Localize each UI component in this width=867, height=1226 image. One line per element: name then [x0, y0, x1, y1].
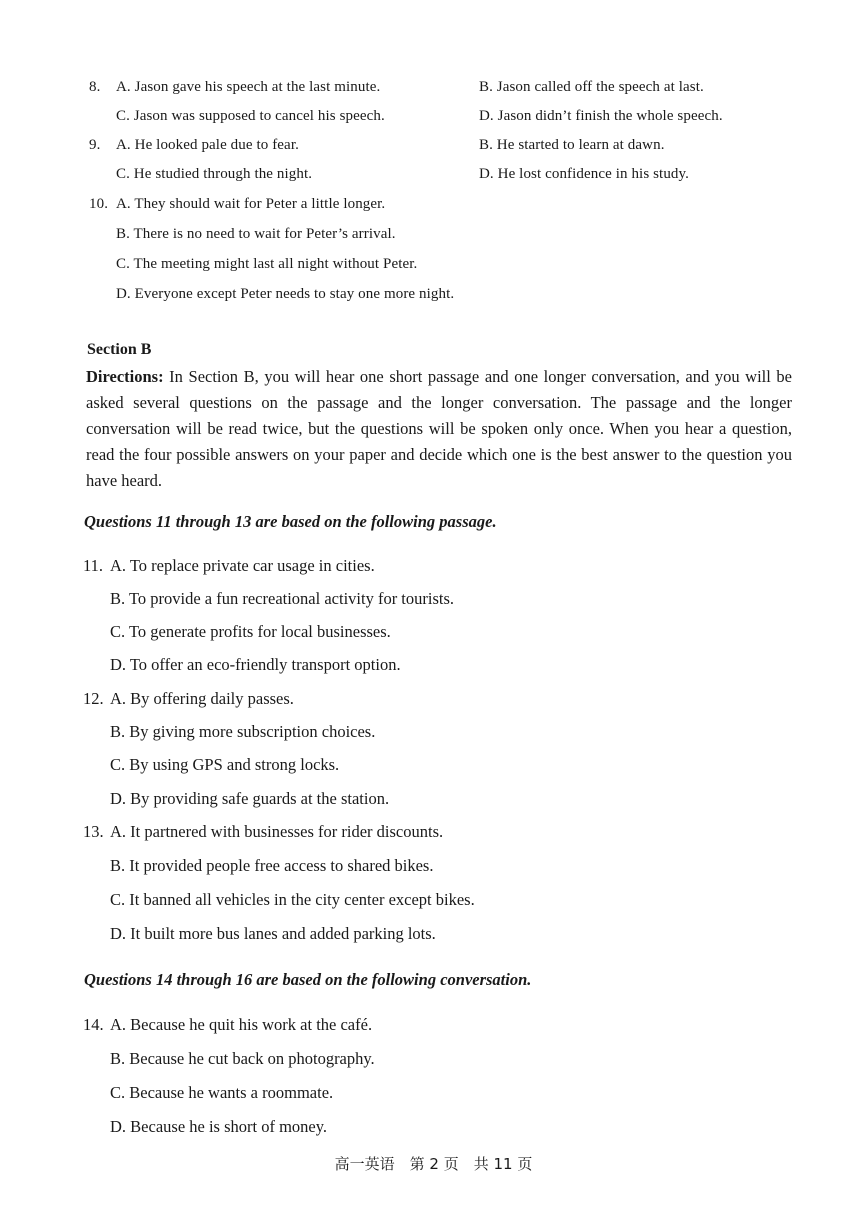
page-footer: 高一英语 第 2 页 共 11 页 — [334, 1155, 533, 1173]
question-12-option-b: B. By giving more subscription choices. — [110, 722, 376, 741]
question-12-option-a: A. By offering daily passes. — [110, 689, 294, 708]
question-10-option-b: B. There is no need to wait for Peter’s arrival. — [116, 226, 396, 242]
question-9-option-b: B. He started to learn at dawn. — [479, 137, 665, 153]
question-14-option-b: B. Because he cut back on photography. — [110, 1049, 375, 1068]
question-group-heading-passage: Questions 11 through 13 are based on the following passage. — [84, 512, 497, 531]
question-14-option-d: D. Because he is short of money. — [110, 1117, 328, 1136]
question-11-number: 11. — [83, 556, 104, 575]
question-11-option-d: D. To offer an eco-friendly transport option. — [110, 655, 401, 674]
question-14-number: 14. — [83, 1015, 104, 1034]
question-14-option-c: C. Because he wants a roommate. — [110, 1083, 334, 1102]
section-b-directions — [86, 364, 792, 494]
question-8-option-d: D. Jason didn’t finish the whole speech. — [479, 108, 723, 124]
question-10-number: 10. — [89, 196, 109, 212]
question-11-option-b: B. To provide a fun recreational activity for tourists. — [110, 589, 455, 608]
directions-text: In Section B, you will hear one short passage and one longer conversation, and you will be asked several questions on the passage and the longer conversation. The passage and the longer conversation will be read twice, but the questions will be spoken only once. When you hear a question, read the four possible answers on your paper and decide which one is the best answer to the question you have heard. — [86, 367, 792, 490]
question-13-option-b: B. It provided people free access to shared bikes. — [110, 856, 434, 875]
question-13-option-c: C. It banned all vehicles in the city center except bikes. — [110, 890, 475, 909]
question-11-option-a: A. To replace private car usage in cities. — [110, 556, 375, 575]
question-9-option-d: D. He lost confidence in his study. — [479, 166, 689, 182]
section-b-title: Section B — [87, 341, 152, 358]
question-10-option-d: D. Everyone except Peter needs to stay one more night. — [116, 286, 455, 302]
question-13-number: 13. — [83, 822, 104, 841]
question-14-option-a: A. Because he quit his work at the café. — [110, 1015, 373, 1034]
question-12-number: 12. — [83, 689, 104, 708]
question-9-number: 9. — [89, 137, 101, 153]
question-10-option-a: A. They should wait for Peter a little longer. — [116, 196, 386, 212]
question-8-option-c: C. Jason was supposed to cancel his speech. — [116, 108, 385, 124]
question-8-number: 8. — [89, 79, 101, 95]
question-11-option-c: C. To generate profits for local businesses. — [110, 622, 391, 641]
question-10-option-c: C. The meeting might last all night without Peter. — [116, 256, 418, 272]
question-8-option-a: A. Jason gave his speech at the last minute. — [116, 79, 381, 95]
question-12-option-c: C. By using GPS and strong locks. — [110, 755, 340, 774]
question-13-option-a: A. It partnered with businesses for rider discounts. — [110, 822, 444, 841]
question-group-heading-conversation: Questions 14 through 16 are based on the following conversation. — [84, 970, 532, 989]
question-13-option-d: D. It built more bus lanes and added parking lots. — [110, 924, 436, 943]
question-9-option-c: C. He studied through the night. — [116, 166, 313, 182]
directions-label: Directions: — [86, 367, 164, 386]
question-8-option-b: B. Jason called off the speech at last. — [479, 79, 704, 95]
question-12-option-d: D. By providing safe guards at the station. — [110, 789, 390, 808]
question-9-option-a: A. He looked pale due to fear. — [116, 137, 299, 153]
